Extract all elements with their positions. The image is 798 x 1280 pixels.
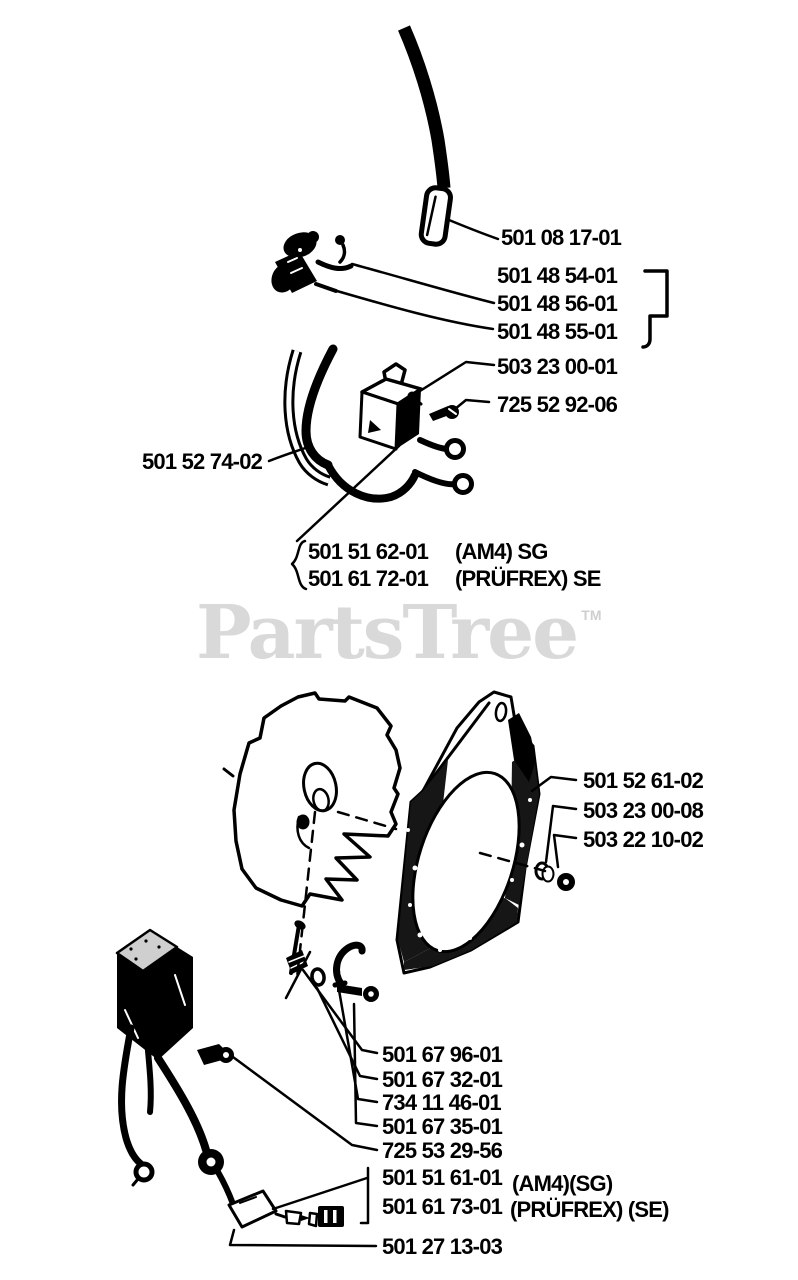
- part-label-501-48-56-01: 501 48 56-01: [497, 291, 618, 316]
- part-label-501-52-61-02: 501 52 61-02: [583, 768, 704, 793]
- variant-note-prufrex-se-2: (PRÜFREX) (SE): [510, 1197, 669, 1222]
- spark-plug-wire: [404, 28, 452, 245]
- part-label-501-61-72-01: 501 61 72-01: [308, 566, 429, 591]
- part-label-725-52-92-06: 725 52 92-06: [497, 392, 618, 417]
- ignition-module-assembly: [289, 349, 472, 499]
- part-label-501-51-61-01: 501 51 61-01: [382, 1165, 503, 1190]
- part-label-501-48-54-01: 501 48 54-01: [497, 263, 618, 288]
- part-label-503-22-10-02: 503 22 10-02: [583, 827, 704, 852]
- part-label-501-08-17-01: 501 08 17-01: [501, 225, 622, 250]
- variant-note-prufrex-se: (PRÜFREX) SE: [455, 566, 601, 591]
- flywheel: [224, 693, 400, 906]
- screw: [429, 405, 459, 421]
- hardware-cluster: [286, 919, 379, 1002]
- watermark-text: PartsTree: [196, 590, 578, 676]
- washer-and-screw: [536, 863, 575, 891]
- part-label-501-51-62-01: 501 51 62-01: [308, 539, 429, 564]
- part-label-501-61-73-01: 501 61 73-01: [382, 1194, 503, 1219]
- trademark-symbol: TM: [581, 607, 602, 623]
- variant-note-am4-sg: (AM4) SG: [455, 539, 548, 564]
- part-label-501-67-35-01: 501 67 35-01: [382, 1114, 503, 1139]
- part-label-501-48-55-01: 501 48 55-01: [497, 319, 618, 344]
- part-label-734-11-46-01: 734 11 46-01: [382, 1090, 501, 1115]
- ignition-coil-box: [117, 930, 234, 1065]
- plug-cap-and-terminal: [267, 228, 351, 297]
- part-label-725-53-29-56: 725 53 29-56: [382, 1138, 503, 1163]
- part-label-501-27-13-03: 501 27 13-03: [382, 1234, 503, 1259]
- variant-note-am4-sg-2: (AM4)(SG): [512, 1171, 613, 1196]
- part-label-501-52-74-02: 501 52 74-02: [142, 449, 263, 474]
- part-label-503-23-00-01: 503 23 00-01: [497, 354, 618, 379]
- part-label-501-67-32-01: 501 67 32-01: [382, 1067, 503, 1092]
- ring-terminal: [455, 476, 472, 493]
- part-label-501-67-96-01: 501 67 96-01: [382, 1042, 503, 1067]
- fan-housing-plate: [393, 692, 575, 973]
- part-label-503-23-00-08: 503 23 00-08: [583, 798, 704, 823]
- ring-terminal: [447, 441, 464, 458]
- partstree-watermark: [196, 590, 602, 676]
